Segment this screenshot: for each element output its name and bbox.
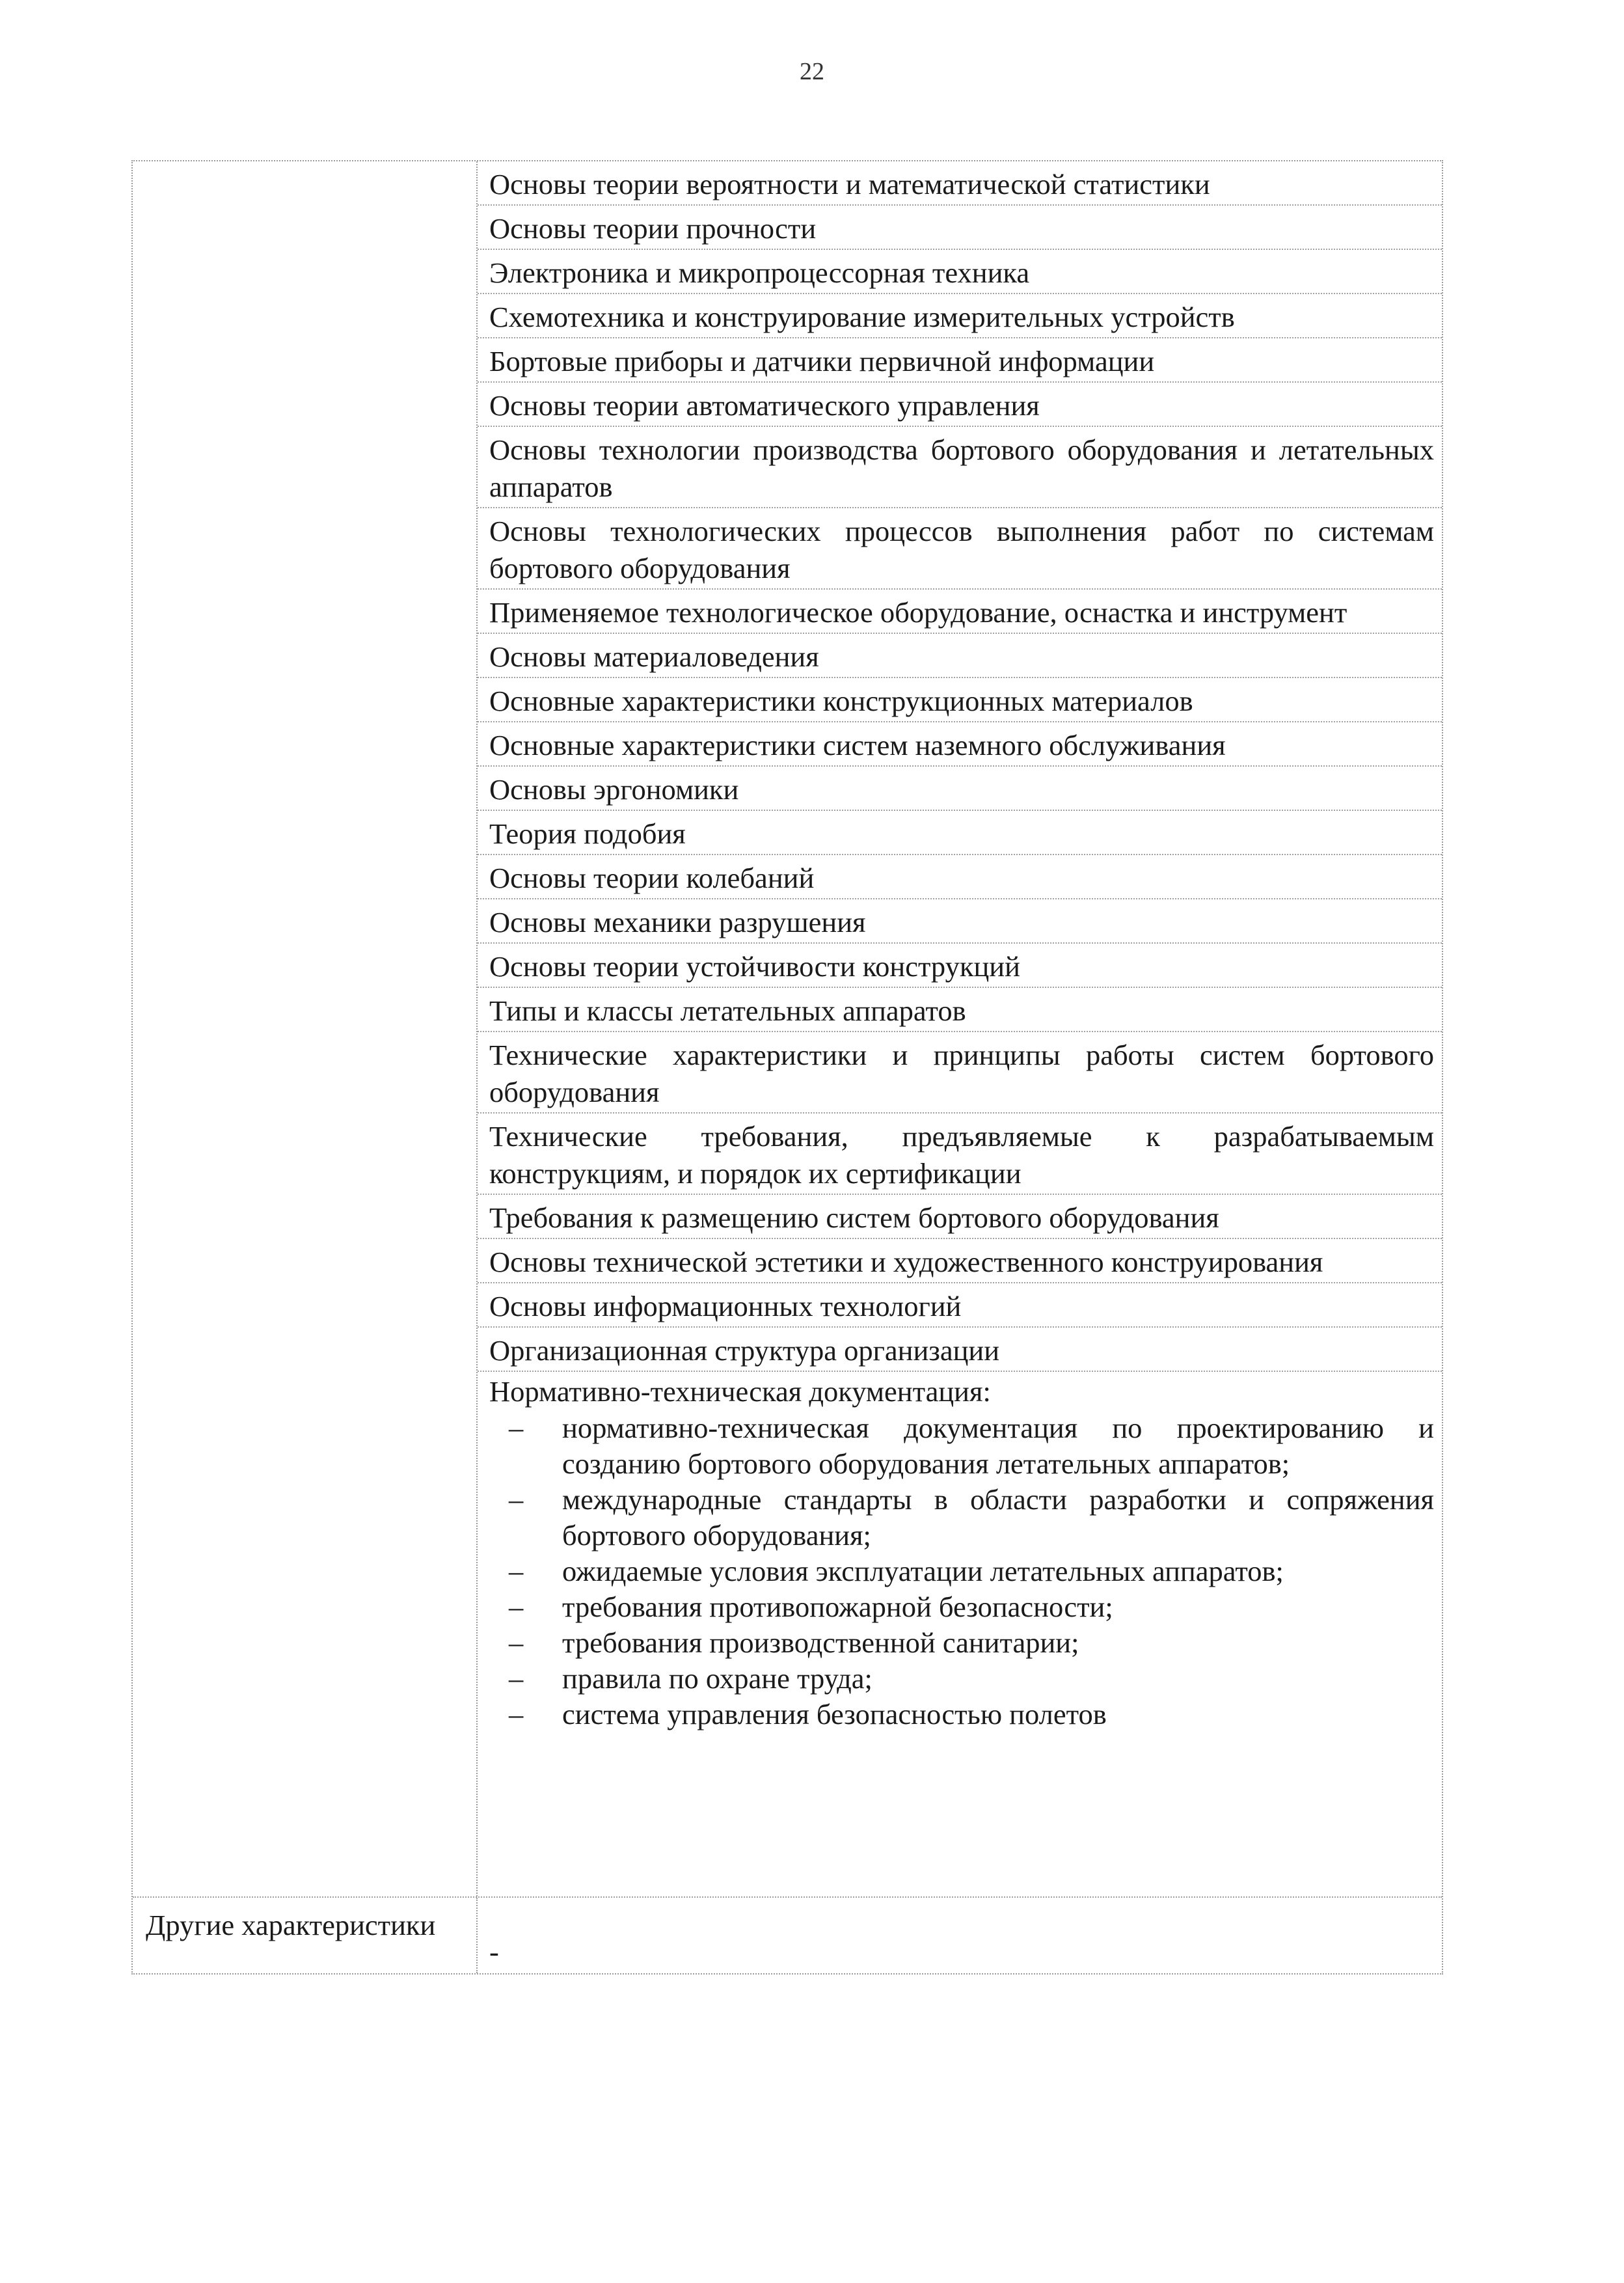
list-item-text: требования производственной санитарии;	[562, 1626, 1079, 1659]
subject-text: Основы технологических процессов выполнения работ по системам бортового оборудования	[489, 515, 1434, 584]
subject-row	[478, 426, 1442, 507]
table-label-cell	[133, 161, 478, 1896]
subject-row	[478, 898, 1442, 942]
subject-text: Основные характеристики систем наземного обслуживания	[489, 729, 1226, 761]
subject-row	[478, 1238, 1442, 1282]
subject-text: Технические требования, предъявляемые к разрабатываемым конструкциям, и порядок их сертификации	[489, 1120, 1434, 1190]
list-item-text: международные стандарты в области разработки и сопряжения бортового оборудования;	[562, 1483, 1434, 1552]
subject-row	[478, 1194, 1442, 1238]
subject-row	[478, 293, 1442, 337]
subject-row	[478, 677, 1442, 721]
list-item	[489, 1482, 1434, 1553]
list-item	[489, 1625, 1434, 1661]
subject-text: Основы теории колебаний	[489, 862, 815, 894]
subject-text: Основы технической эстетики и художественного конструирования	[489, 1246, 1323, 1278]
subject-text: Основные характеристики конструкционных материалов	[489, 685, 1193, 717]
subject-text: Основы теории автоматического управления	[489, 389, 1040, 422]
list-item-text: нормативно-техническая документация по проектированию и созданию бортового оборудования летательных аппаратов;	[562, 1412, 1434, 1480]
subject-row	[478, 1282, 1442, 1326]
list-item-text: система управления безопасностью полетов	[562, 1698, 1107, 1730]
dash-bullet: –	[509, 1591, 524, 1623]
subject-text: Требования к размещению систем бортового оборудования	[489, 1201, 1219, 1234]
subject-text: Электроника и микропроцессорная техника	[489, 256, 1030, 289]
subject-row	[478, 1326, 1442, 1371]
normative-docs-cell	[478, 1372, 1442, 1736]
dash-bullet: –	[509, 1412, 524, 1444]
dash-bullet: –	[509, 1698, 524, 1730]
subject-text: Основы информационных технологий	[489, 1290, 962, 1322]
requirements-table	[131, 160, 1443, 1975]
subject-row	[478, 507, 1442, 588]
subject-text: Основы технологии производства бортового оборудования и летательных аппаратов	[489, 433, 1434, 503]
dash-bullet: –	[509, 1483, 524, 1516]
knowledge-cell	[478, 161, 1442, 1896]
table-row-other	[133, 1896, 1442, 1973]
subject-row	[478, 588, 1442, 633]
subject-row	[478, 249, 1442, 293]
list-item	[489, 1661, 1434, 1697]
subject-row	[478, 1031, 1442, 1112]
subject-row	[478, 381, 1442, 426]
subject-text: Основы механики разрушения	[489, 906, 866, 938]
subject-text: Основы теории вероятности и математической статистики	[489, 168, 1210, 200]
subject-row	[478, 765, 1442, 810]
page-number: 22	[800, 58, 824, 85]
subject-row	[478, 337, 1442, 381]
subject-text: Организационная структура организации	[489, 1334, 1000, 1367]
subject-row	[478, 1112, 1442, 1194]
subject-row	[478, 633, 1442, 677]
subject-row	[478, 854, 1442, 898]
other-value-cell	[478, 1898, 1442, 1973]
subject-text: Основы эргономики	[489, 773, 739, 806]
subject-row	[478, 810, 1442, 854]
subject-text: Основы материаловедения	[489, 640, 819, 673]
subject-text: Основы теории устойчивости конструкций	[489, 950, 1020, 983]
subject-row	[478, 161, 1442, 204]
list-item	[489, 1589, 1434, 1625]
dash-bullet: –	[509, 1555, 524, 1587]
table-row-knowledge	[133, 161, 1442, 1896]
normative-docs-title: Нормативно-техническая документация:	[489, 1375, 991, 1408]
normative-docs-list	[478, 1410, 1442, 1736]
subject-row	[478, 987, 1442, 1031]
subject-row	[478, 204, 1442, 249]
list-item-text: правила по охране труда;	[562, 1662, 873, 1695]
list-item	[489, 1553, 1434, 1589]
dash-bullet: –	[509, 1626, 524, 1659]
subject-text: Схемотехника и конструирование измерительных устройств	[489, 301, 1235, 333]
other-label-cell	[133, 1898, 478, 1973]
list-item-text: требования противопожарной безопасности;	[562, 1591, 1113, 1623]
subject-row	[478, 942, 1442, 987]
subject-text: Технические характеристики и принципы работы систем бортового оборудования	[489, 1039, 1434, 1108]
subjects-list	[478, 161, 1442, 1371]
subject-text: Типы и классы летательных аппаратов	[489, 994, 966, 1027]
dash-bullet: –	[509, 1662, 524, 1695]
table-row-normative-docs	[478, 1371, 1442, 1736]
subject-text: Бортовые приборы и датчики первичной информации	[489, 345, 1155, 377]
other-characteristics-value: -	[489, 1935, 499, 1968]
subject-row	[478, 721, 1442, 765]
other-characteristics-label: Другие характеристики	[146, 1909, 436, 1941]
subject-text: Основы теории прочности	[489, 212, 817, 245]
subject-text: Применяемое технологическое оборудование, оснастка и инструмент	[489, 596, 1347, 629]
list-item	[489, 1410, 1434, 1482]
subject-text: Теория подобия	[489, 817, 686, 850]
list-item	[489, 1697, 1434, 1732]
list-item-text: ожидаемые условия эксплуатации летательных аппаратов;	[562, 1555, 1284, 1587]
